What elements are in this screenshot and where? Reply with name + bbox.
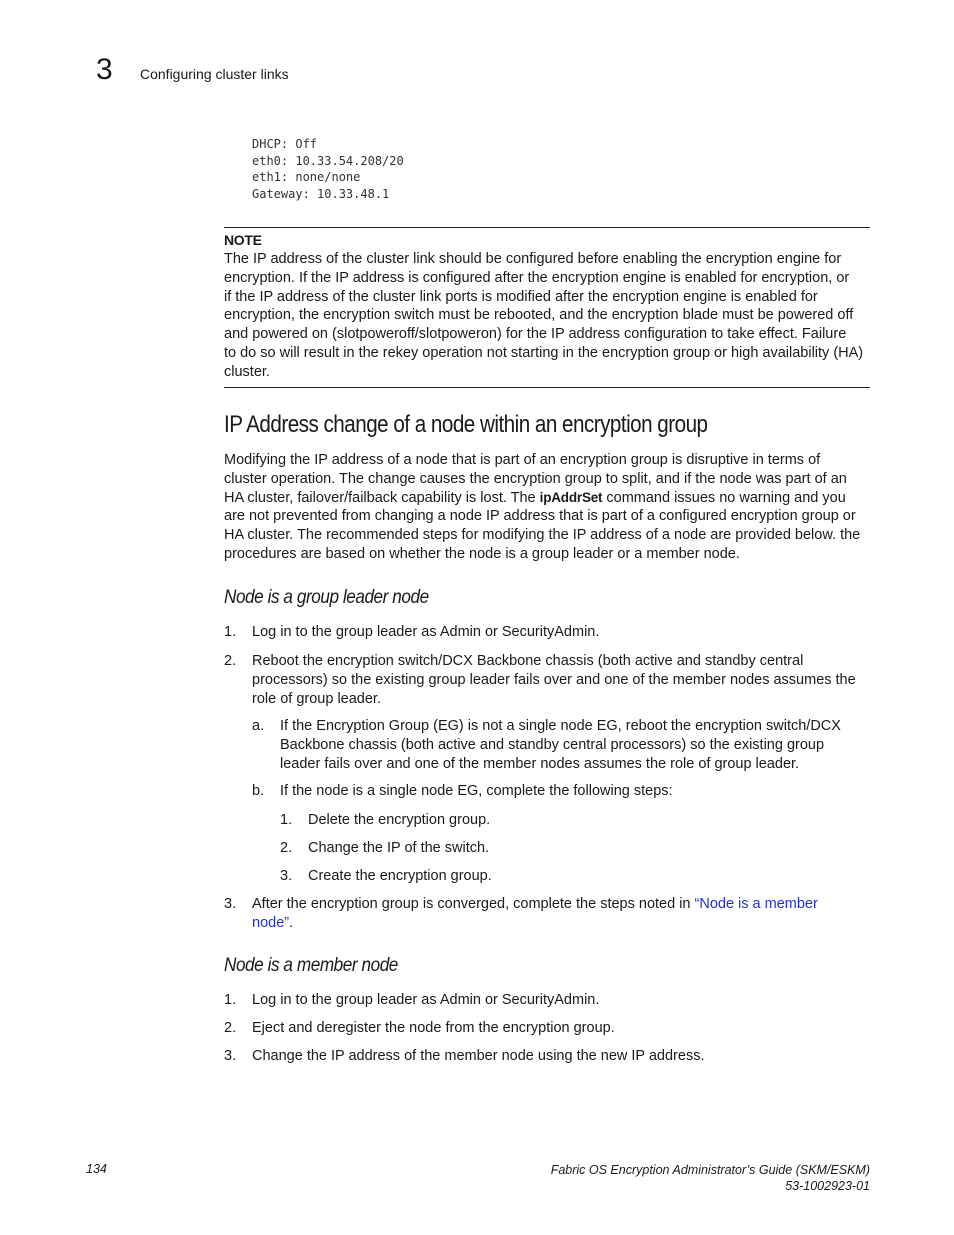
code-block (252, 136, 404, 202)
note-line: and powered on (slotpoweroff/slotpoweron) for the IP address configuration to take effect. Failure (224, 326, 847, 343)
list-item (224, 895, 872, 933)
cross-reference-link[interactable]: “Node is a member (694, 896, 818, 912)
code-line: DHCP: Off (252, 137, 318, 151)
list-text: Change the IP address of the member node using the new IP address. (252, 1048, 705, 1064)
list-text: Create the encryption group. (308, 868, 492, 884)
note-text (224, 250, 870, 382)
intro-paragraph (224, 451, 872, 564)
para-text: command issues no warning and you (602, 489, 846, 506)
list-number: 2. (224, 1020, 237, 1036)
list-number: 3. (224, 896, 237, 912)
note-line: The IP address of the cluster link should be configured before enabling the encryption engine for (224, 251, 842, 267)
list-number: 3. (280, 868, 293, 884)
list-text (252, 652, 856, 708)
list-number: 2. (224, 653, 237, 669)
list-number: 3. (224, 1048, 237, 1064)
chapter-number: 3 (96, 53, 113, 86)
list-text-part: . (289, 914, 294, 931)
list-text: Log in to the group leader as Admin or SecurityAdmin. (252, 624, 600, 640)
subheading-member-node: Node is a member node (224, 954, 398, 976)
cross-reference-link[interactable]: node” (252, 914, 290, 931)
list-text (252, 895, 818, 933)
list-number: 2. (280, 840, 293, 856)
list-letter: b. (252, 783, 265, 799)
list-text-line (252, 895, 818, 914)
para-text: HA cluster, failover/failback capability is lost. The (224, 489, 540, 506)
note-label: NOTE (224, 232, 262, 248)
list-item (252, 717, 872, 774)
note-line: encryption. If the IP address is configured after the encryption engine is enabled for encryption, or (224, 269, 850, 286)
section-heading: IP Address change of a node within an encryption group (224, 411, 708, 438)
note-line: cluster. (224, 363, 270, 380)
code-line: eth1: none/none (252, 170, 361, 184)
list-text-line: Reboot the encryption switch/DCX Backbone chassis (both active and standby central (252, 653, 804, 669)
list-text-part: After the encryption group is converged, complete the steps noted in (252, 896, 695, 912)
code-line: Gateway: 10.33.48.1 (252, 186, 390, 201)
doc-number: 53-1002923-01 (785, 1179, 870, 1193)
para-line: are not prevented from changing a node IP address that is part of a configured encryption group or (224, 508, 856, 525)
code-line: eth0: 10.33.54.208/20 (252, 153, 404, 168)
list-text-line: role of group leader. (252, 690, 381, 707)
list-text-line: leader fails over and one of the member nodes assumes the role of group leader. (280, 755, 800, 772)
list-text-line (252, 914, 818, 933)
list-letter: a. (252, 718, 265, 734)
para-line (224, 489, 872, 508)
note-line: encryption, the encryption switch must be rebooted, and the encryption blade must be powered off (224, 307, 854, 324)
note-line: to do so will result in the rekey operation not starting in the encryption group or high availability (HA) (224, 344, 864, 361)
chapter-title: Configuring cluster links (140, 66, 289, 82)
list-text: Log in to the group leader as Admin or SecurityAdmin. (252, 992, 600, 1008)
footer-doc-info (551, 1162, 870, 1194)
list-text (280, 717, 841, 773)
list-text: Change the IP of the switch. (308, 840, 490, 856)
note-line: if the IP address of the cluster link ports is modified after the encryption engine is enabled for (224, 288, 818, 305)
list-text: Delete the encryption group. (308, 812, 491, 828)
list-text: Eject and deregister the node from the encryption group. (252, 1020, 615, 1036)
page-number: 134 (86, 1162, 107, 1176)
para-line: cluster operation. The change causes the encryption group to split, and if the node was part of an (224, 470, 847, 487)
list-number: 1. (224, 624, 237, 640)
list-text-line: If the Encryption Group (EG) is not a single node EG, reboot the encryption switch/DCX (280, 718, 841, 734)
list-text: If the node is a single node EG, complete the following steps: (280, 783, 673, 799)
list-text-line: Backbone chassis (both active and standby central processors) so the existing group (280, 736, 825, 753)
list-number: 1. (280, 812, 293, 828)
doc-title: Fabric OS Encryption Administrator’s Guide (SKM/ESKM) (550, 1163, 870, 1177)
note-box (224, 227, 870, 388)
list-number: 1. (224, 992, 237, 1008)
subheading-group-leader: Node is a group leader node (224, 586, 429, 608)
para-line: Modifying the IP address of a node that is part of an encryption group is disruptive in terms of (224, 452, 821, 468)
list-text-line: processors) so the existing group leader fails over and one of the member nodes assumes the (252, 671, 856, 688)
para-line: procedures are based on whether the node is a group leader or a member node. (224, 545, 740, 562)
list-item (224, 652, 872, 709)
para-line: HA cluster. The recommended steps for modifying the IP address of a node are provided below. the (224, 527, 861, 544)
command-name: ipAddrSet (539, 489, 603, 505)
